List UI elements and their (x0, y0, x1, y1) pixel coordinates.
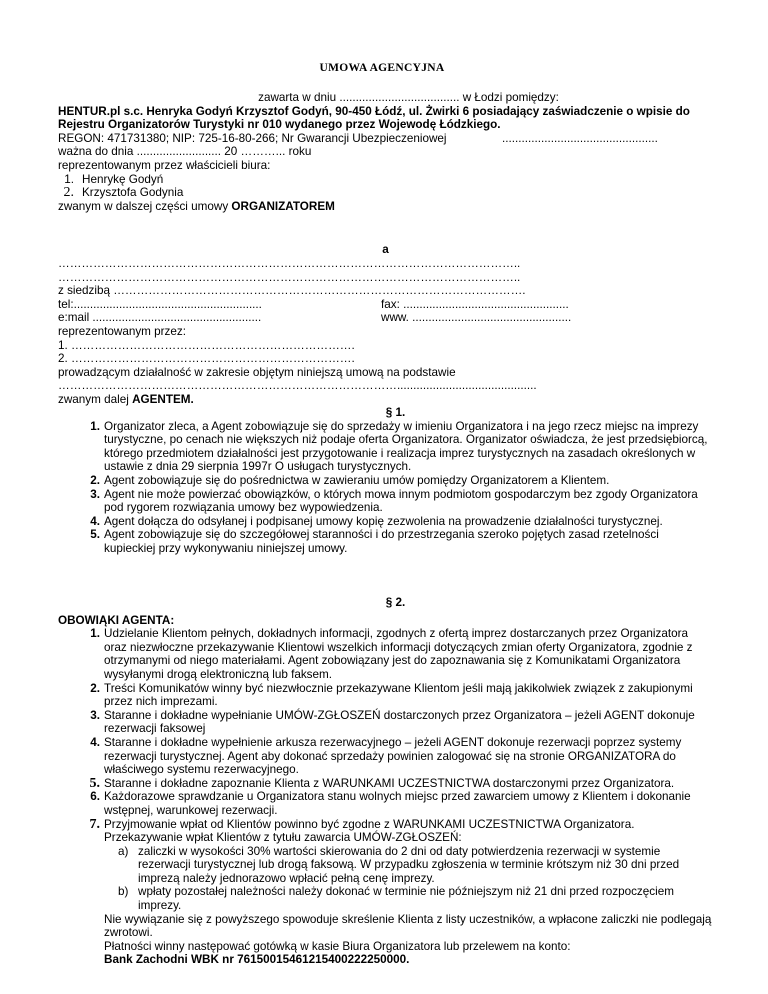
agent-seat: z siedzibą ……………………………………………………………………………………………. (58, 284, 526, 298)
section-2 (58, 596, 713, 967)
agent-name-dots-2: ……………………………………………………………………………………………………….. (58, 270, 521, 284)
organizer-company: HENTUR.pl s.c. Henryka Godyń Krzysztof Godyń, 90-450 Łódź, ul. Żwirki 6 posiadający zaświadczenie o wpisie do Rejestru Organizatorów Turystyki nr 010 wydanego przez Wojewodę Łódzkiego. (58, 104, 690, 132)
clause-item: 1. Organizator zleca, a Agent zobowiązuje się do sprzedaży w imieniu Organizatora i na jego rzecz miejsc na imprezy turystyczne, po cenach nie większych niż podaje oferta Organizatora. Organizator oświadcza, że jest przedsiębiorcą, którego przedmiotem działalności jest przygotowanie i realizacja imprez turystycznych na zasadach określonych w ustawie z dnia 29 sierpnia 1997r O usługach turystycznych. (90, 419, 708, 474)
clause-item: 5. Agent zobowiązuje się do szczegółowej staranności i do przestrzegania szeroko pojętych zasad rzetelności kupieckiej przy wykonywaniu niniejszej umowy. (90, 528, 659, 555)
section-2-heading: § 2. (385, 596, 406, 609)
agent-tel: tel:.......................................................... (58, 297, 262, 311)
owners-list (58, 173, 713, 200)
penalty-note: Nie wywiązanie się z powyższego spowoduje skreślenie Klienta z listy uczestników, a wpłacone zaliczki nie podlegają zwrotowi. (104, 912, 712, 940)
organizer-designation: zwanym w dalszej części umowy ORGANIZATOREM (58, 199, 335, 213)
document-title: UMOWA AGENCYJNA (319, 62, 445, 74)
owner-item: 2. Krzysztofa Godynia (63, 185, 184, 201)
duty-item: 2. Treści Komunikatów winny być niezwłocznie przekazywane Klientom jeśli mają jakikolwiek związek z zakupionymi przez nich imprezami. (90, 681, 693, 709)
section-1-list (58, 420, 713, 556)
clause-item: 4. Agent dołącza do odsyłanej i podpisanej umowy kopię zezwolenia na prowadzenie działalności turystycznej. (90, 514, 663, 528)
agent-activity-dots: ……………………………………………………………………………........................................... (58, 379, 537, 393)
payment-subitem: a) zaliczki w wysokości 30% wartości skierowania do 2 dni od daty potwierdzenia rezerwacji w systemie rezerwacji turystycznej lub drogą faksową. W przypadku zgłoszenia w terminie krótszym niż 30 dni przed imprezą należy jednorazowo wpłacić pełną cenę imprezy. (118, 844, 680, 885)
duty-item: 3. Staranne i dokładne wypełnianie UMÓW-ZGŁOSZEŃ dostarczonych przez Organizatora – jeżeli AGENT dokonuje rezerwacji faksowej (90, 708, 695, 736)
agent-email: e:mail .................................................... (58, 311, 262, 325)
regon-text: REGON: 471731380; NIP: 725-16-80-266; Nr Gwarancji Ubezpieczeniowej (58, 131, 447, 145)
and-separator: a (382, 243, 389, 256)
agent-rep-2: 2. ………………………………………………………………. (58, 352, 355, 366)
agent-name-dots-1: ……………………………………………………………………………………………………….. (58, 257, 521, 270)
duty-item: 5. Staranne i dokładne zapoznanie Klienta z WARUNKAMI UCZESTNICTWA dostarczonymi przez Organizatora. (89, 775, 675, 791)
agent-rep-1: 1. ………………………………………………………………. (58, 338, 355, 352)
payment-subitems (104, 845, 713, 913)
duty-item: 4. Staranne i dokładne wypełnienie arkusza rezerwacyjnego – jeżeli AGENT dokonuje rezerwacji poprzez systemy rezerwacji turystycznej. Agent aby dokonać sprzedaży powinien zalogować się na stronie ORGANIZATORA do właściwego systemu rezerwacyjnego. (90, 735, 682, 777)
organizer-regon-line (58, 132, 713, 146)
agent-activity: prowadzącym działalność w zakresie objętym niniejszą umową na podstawie (58, 365, 456, 379)
agent-section (58, 257, 713, 407)
agent-duties-heading: OBOWIĄKI AGENTA: (58, 613, 175, 627)
section-1 (58, 406, 713, 556)
duty-item: 1. Udzielanie Klientom pełnych, dokładnych informacji, zgodnych z ofertą imprez dostarczanych przez Organizatora oraz niezwłoczne przekazywanie Klientowi wszelkich informacji dotyczących zmian oferty Organizatora, zgodnie z otrzymanymi od niego materiałami. Agent zobowiązany jest do zapoznawania się z Komunikatami Organizatora wysyłanymi drogą elektroniczną lub faksem. (90, 627, 693, 681)
clause-item: 3. Agent nie może powierzać obowiązków, o których mowa innym podmiotom gospodarczym bez zgody Organizatora pod rygorem rozwiązania umowy bez wypowiedzenia. (90, 487, 698, 515)
duty-item: 7. Przyjmowanie wpłat od Klientów powinno być zgodne z WARUNKAMI UCZESTNICTWA Organizatora. Przekazywanie wpłat Klientów z tytułu zawarcia UMÓW-ZGŁOSZEŃ: a) zaliczki w wysokości 30% wartości skierowania do 2 dni od daty potwierdzenia rezerwacji w systemie rezerwacji turystycznej lub drogą faksową. W przypadku zgłoszenia w terminie krótszym niż 30 dni przed imprezą należy jednorazowo wpłacić pełną cenę imprezy. b) wpłaty pozostałej należności należy dokonać w terminie nie późniejszym niż 21 dni przed rozpoczęciem imprezy. Nie wywiązanie się z powyższego spowoduje skreślenie Klienta z listy uczestników, a wpłacone zaliczki nie podlegają zwrotowi. Płatności winny następować gotówką w kasie Biura Organizatora lub przelewem na konto: Bank Zachodni WBK nr 76150015461215400222250000. (89, 816, 712, 967)
payment-method: Płatności winny następować gotówką w kasie Biura Organizatora lub przelewem na konto: (104, 939, 571, 953)
regon-dots: ................................................ (502, 131, 658, 145)
section-1-heading: § 1. (385, 406, 406, 419)
duty-item: 6. Każdorazowe sprawdzanie u Organizatora stanu wolnych miejsc przed zawarciem umowy z Klientem i dokonanie wstępnej, warunkowej rezerwacji. (90, 790, 691, 817)
guarantee-validity: ważna do dnia .......................... 20 ………... roku (58, 145, 312, 159)
owner-item: 1. Henrykę Godyń (64, 172, 164, 186)
clause-item: 2. Agent zobowiązuje się do pośrednictwa w zawieraniu umów pomiędzy Organizatorem a Klientem. (90, 473, 610, 487)
section-2-list (58, 627, 713, 967)
agent-www: www. ................................................. (381, 311, 572, 325)
intro-date-line: zawarta w dniu ..................................... w Łodzi pomiędzy: (258, 91, 559, 104)
payment-subitem: b) wpłaty pozostałej należności należy dokonać w terminie nie późniejszym niż 21 dni przed rozpoczęciem imprezy. (118, 885, 674, 913)
agent-fax: fax: ................................................... (381, 297, 569, 311)
agent-email-www-row (58, 311, 713, 325)
agent-designation: zwanym dalej AGENTEM. (58, 392, 194, 406)
represented-by: reprezentowanym przez właścicieli biura: (58, 158, 271, 172)
agent-represented-by: reprezentowanym przez: (58, 324, 186, 338)
bank-account: Bank Zachodni WBK nr 76150015461215400222250000. (104, 953, 410, 967)
agent-tel-fax-row (58, 298, 713, 312)
intro-section (58, 91, 713, 213)
